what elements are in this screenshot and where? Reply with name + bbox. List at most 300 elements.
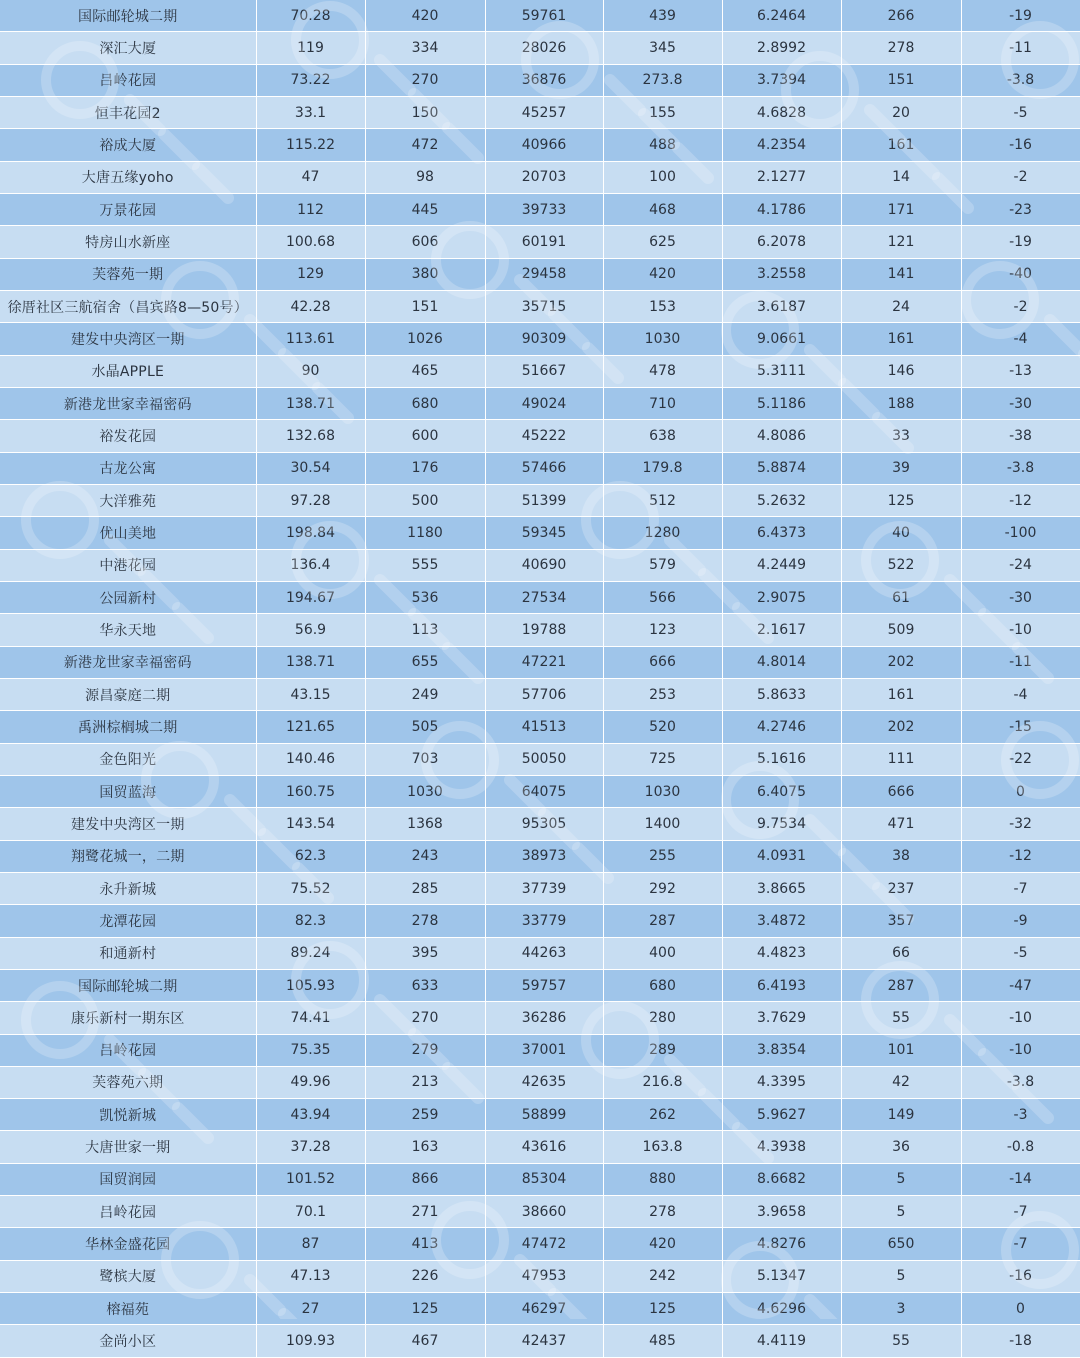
cell-col-3: 420 [365, 0, 485, 32]
cell-col-7: 121 [841, 226, 961, 258]
cell-col-3: 467 [365, 1325, 485, 1357]
cell-col-3: 98 [365, 161, 485, 193]
cell-col-6: 6.4075 [722, 775, 841, 807]
cell-col-3: 259 [365, 1099, 485, 1131]
cell-col-8: -19 [961, 226, 1080, 258]
table-row [0, 581, 1080, 613]
cell-col-3: 680 [365, 387, 485, 419]
cell-col-2: 73.22 [256, 64, 365, 96]
cell-col-8: 0 [961, 1293, 1080, 1325]
cell-col-5: 278 [603, 1196, 722, 1228]
cell-col-7: 266 [841, 0, 961, 32]
cell-col-7: 38 [841, 840, 961, 872]
cell-col-5: 179.8 [603, 452, 722, 484]
cell-name: 新港龙世家幸福密码 [0, 387, 256, 419]
cell-col-3: 1030 [365, 775, 485, 807]
cell-col-4: 41513 [485, 711, 603, 743]
cell-col-6: 4.3938 [722, 1131, 841, 1163]
cell-col-8: -11 [961, 32, 1080, 64]
cell-col-8: -10 [961, 1034, 1080, 1066]
cell-col-8: -13 [961, 355, 1080, 387]
table-row [0, 1066, 1080, 1098]
cell-col-5: 163.8 [603, 1131, 722, 1163]
table-row [0, 1196, 1080, 1228]
cell-col-2: 70.1 [256, 1196, 365, 1228]
table-row [0, 290, 1080, 322]
cell-col-5: 155 [603, 96, 722, 128]
cell-col-4: 45222 [485, 420, 603, 452]
cell-col-4: 57706 [485, 678, 603, 710]
cell-name: 水晶APPLE [0, 355, 256, 387]
cell-col-3: 555 [365, 549, 485, 581]
cell-col-7: 161 [841, 129, 961, 161]
cell-col-3: 655 [365, 646, 485, 678]
cell-col-3: 271 [365, 1196, 485, 1228]
cell-col-6: 5.9627 [722, 1099, 841, 1131]
cell-col-4: 49024 [485, 387, 603, 419]
table-row [0, 0, 1080, 32]
cell-col-4: 33779 [485, 905, 603, 937]
cell-name: 吕岭花园 [0, 1034, 256, 1066]
cell-col-3: 150 [365, 96, 485, 128]
cell-col-8: -3.8 [961, 64, 1080, 96]
cell-col-5: 253 [603, 678, 722, 710]
cell-col-3: 536 [365, 581, 485, 613]
cell-col-6: 9.7534 [722, 808, 841, 840]
cell-col-8: -47 [961, 969, 1080, 1001]
cell-col-2: 75.35 [256, 1034, 365, 1066]
cell-col-6: 2.1277 [722, 161, 841, 193]
cell-col-8: -11 [961, 646, 1080, 678]
cell-col-7: 42 [841, 1066, 961, 1098]
table-row [0, 64, 1080, 96]
cell-col-5: 100 [603, 161, 722, 193]
cell-name: 恒丰花园2 [0, 96, 256, 128]
cell-col-6: 5.2632 [722, 484, 841, 516]
cell-col-3: 278 [365, 905, 485, 937]
cell-name: 优山美地 [0, 517, 256, 549]
cell-col-8: -4 [961, 678, 1080, 710]
cell-col-5: 725 [603, 743, 722, 775]
cell-col-7: 33 [841, 420, 961, 452]
cell-col-4: 46297 [485, 1293, 603, 1325]
cell-col-3: 465 [365, 355, 485, 387]
table-row [0, 646, 1080, 678]
cell-col-2: 37.28 [256, 1131, 365, 1163]
cell-col-5: 123 [603, 614, 722, 646]
cell-name: 鹭槟大厦 [0, 1260, 256, 1292]
cell-name: 华林金盛花园 [0, 1228, 256, 1260]
cell-col-2: 160.75 [256, 775, 365, 807]
cell-name: 金尚小区 [0, 1325, 256, 1357]
cell-col-8: 0 [961, 775, 1080, 807]
cell-col-8: -16 [961, 129, 1080, 161]
cell-col-8: -3.8 [961, 1066, 1080, 1098]
cell-col-4: 85304 [485, 1163, 603, 1195]
cell-col-3: 505 [365, 711, 485, 743]
cell-col-5: 262 [603, 1099, 722, 1131]
cell-col-2: 43.94 [256, 1099, 365, 1131]
cell-col-6: 5.1347 [722, 1260, 841, 1292]
cell-col-4: 42635 [485, 1066, 603, 1098]
cell-name: 榕福苑 [0, 1293, 256, 1325]
cell-name: 华永天地 [0, 614, 256, 646]
cell-col-7: 24 [841, 290, 961, 322]
cell-col-6: 3.9658 [722, 1196, 841, 1228]
cell-col-3: 703 [365, 743, 485, 775]
cell-col-6: 6.4373 [722, 517, 841, 549]
cell-col-6: 3.6187 [722, 290, 841, 322]
cell-col-5: 625 [603, 226, 722, 258]
table-row [0, 775, 1080, 807]
cell-col-7: 357 [841, 905, 961, 937]
cell-name: 翔鹭花城一，二期 [0, 840, 256, 872]
table-row [0, 96, 1080, 128]
cell-col-7: 141 [841, 258, 961, 290]
cell-col-2: 47 [256, 161, 365, 193]
cell-col-5: 566 [603, 581, 722, 613]
cell-col-7: 5 [841, 1260, 961, 1292]
table-row [0, 1325, 1080, 1357]
cell-col-3: 163 [365, 1131, 485, 1163]
cell-col-6: 2.1617 [722, 614, 841, 646]
cell-col-8: -0.8 [961, 1131, 1080, 1163]
cell-col-7: 151 [841, 64, 961, 96]
cell-col-6: 2.8992 [722, 32, 841, 64]
cell-col-8: -30 [961, 581, 1080, 613]
cell-name: 禹洲棕榈城二期 [0, 711, 256, 743]
cell-col-6: 4.8086 [722, 420, 841, 452]
cell-col-6: 3.7629 [722, 1002, 841, 1034]
cell-col-4: 39733 [485, 193, 603, 225]
cell-col-5: 400 [603, 937, 722, 969]
cell-name: 芙蓉苑一期 [0, 258, 256, 290]
cell-col-3: 1180 [365, 517, 485, 549]
cell-col-3: 113 [365, 614, 485, 646]
cell-col-2: 119 [256, 32, 365, 64]
cell-col-8: -30 [961, 387, 1080, 419]
cell-col-6: 4.2354 [722, 129, 841, 161]
cell-col-2: 97.28 [256, 484, 365, 516]
cell-col-8: -10 [961, 1002, 1080, 1034]
cell-name: 源昌豪庭二期 [0, 678, 256, 710]
cell-col-4: 64075 [485, 775, 603, 807]
cell-col-8: -12 [961, 484, 1080, 516]
cell-col-4: 57466 [485, 452, 603, 484]
cell-col-7: 3 [841, 1293, 961, 1325]
cell-col-5: 579 [603, 549, 722, 581]
cell-col-5: 255 [603, 840, 722, 872]
table-row [0, 808, 1080, 840]
table-row [0, 32, 1080, 64]
cell-name: 芙蓉苑六期 [0, 1066, 256, 1098]
cell-col-7: 666 [841, 775, 961, 807]
cell-col-3: 279 [365, 1034, 485, 1066]
cell-col-3: 380 [365, 258, 485, 290]
cell-col-3: 395 [365, 937, 485, 969]
cell-col-2: 87 [256, 1228, 365, 1260]
cell-col-3: 413 [365, 1228, 485, 1260]
cell-col-7: 188 [841, 387, 961, 419]
cell-col-2: 113.61 [256, 323, 365, 355]
cell-col-6: 4.8276 [722, 1228, 841, 1260]
cell-col-8: -4 [961, 323, 1080, 355]
cell-col-5: 287 [603, 905, 722, 937]
table-row [0, 484, 1080, 516]
table-row [0, 1228, 1080, 1260]
table-row [0, 258, 1080, 290]
cell-col-2: 30.54 [256, 452, 365, 484]
cell-col-2: 115.22 [256, 129, 365, 161]
cell-col-3: 866 [365, 1163, 485, 1195]
table-row [0, 1260, 1080, 1292]
table-row [0, 1293, 1080, 1325]
cell-name: 国贸蓝海 [0, 775, 256, 807]
cell-name: 万景花园 [0, 193, 256, 225]
cell-col-4: 90309 [485, 323, 603, 355]
cell-col-6: 3.8354 [722, 1034, 841, 1066]
table-row [0, 452, 1080, 484]
cell-name: 公园新村 [0, 581, 256, 613]
table-row [0, 1163, 1080, 1195]
cell-col-2: 140.46 [256, 743, 365, 775]
cell-col-7: 101 [841, 1034, 961, 1066]
cell-col-5: 345 [603, 32, 722, 64]
cell-col-3: 445 [365, 193, 485, 225]
table-row [0, 355, 1080, 387]
cell-col-4: 47953 [485, 1260, 603, 1292]
cell-col-5: 1030 [603, 775, 722, 807]
cell-col-7: 5 [841, 1163, 961, 1195]
cell-col-2: 138.71 [256, 646, 365, 678]
cell-col-6: 4.1786 [722, 193, 841, 225]
cell-col-6: 5.1186 [722, 387, 841, 419]
table-row [0, 323, 1080, 355]
table-row [0, 711, 1080, 743]
cell-col-4: 95305 [485, 808, 603, 840]
cell-col-2: 109.93 [256, 1325, 365, 1357]
cell-col-7: 149 [841, 1099, 961, 1131]
cell-col-4: 44263 [485, 937, 603, 969]
cell-col-7: 40 [841, 517, 961, 549]
cell-name: 特房山水新座 [0, 226, 256, 258]
cell-name: 金色阳光 [0, 743, 256, 775]
cell-col-8: -19 [961, 0, 1080, 32]
cell-col-4: 37739 [485, 872, 603, 904]
cell-col-7: 161 [841, 323, 961, 355]
cell-col-7: 161 [841, 678, 961, 710]
cell-col-2: 129 [256, 258, 365, 290]
cell-col-5: 420 [603, 1228, 722, 1260]
cell-col-2: 89.24 [256, 937, 365, 969]
cell-col-3: 243 [365, 840, 485, 872]
table-row [0, 969, 1080, 1001]
cell-col-7: 287 [841, 969, 961, 1001]
cell-col-6: 2.9075 [722, 581, 841, 613]
table-row [0, 1131, 1080, 1163]
cell-col-4: 45257 [485, 96, 603, 128]
cell-col-2: 100.68 [256, 226, 365, 258]
table-row [0, 1034, 1080, 1066]
cell-col-6: 4.0931 [722, 840, 841, 872]
cell-col-5: 125 [603, 1293, 722, 1325]
cell-col-5: 710 [603, 387, 722, 419]
cell-col-7: 55 [841, 1002, 961, 1034]
cell-col-6: 6.2078 [722, 226, 841, 258]
cell-col-7: 39 [841, 452, 961, 484]
cell-col-5: 478 [603, 355, 722, 387]
cell-col-6: 4.6828 [722, 96, 841, 128]
cell-name: 吕岭花园 [0, 1196, 256, 1228]
cell-col-2: 194.67 [256, 581, 365, 613]
cell-name: 建发中央湾区一期 [0, 323, 256, 355]
cell-col-7: 146 [841, 355, 961, 387]
cell-col-7: 5 [841, 1196, 961, 1228]
cell-col-2: 90 [256, 355, 365, 387]
cell-col-5: 666 [603, 646, 722, 678]
table-row [0, 387, 1080, 419]
cell-col-4: 19788 [485, 614, 603, 646]
cell-col-8: -7 [961, 1196, 1080, 1228]
cell-col-7: 14 [841, 161, 961, 193]
cell-col-3: 213 [365, 1066, 485, 1098]
cell-col-4: 59345 [485, 517, 603, 549]
cell-name: 国际邮轮城二期 [0, 0, 256, 32]
cell-col-5: 512 [603, 484, 722, 516]
cell-col-4: 51399 [485, 484, 603, 516]
cell-col-4: 20703 [485, 161, 603, 193]
cell-col-4: 40690 [485, 549, 603, 581]
cell-col-3: 1026 [365, 323, 485, 355]
cell-col-4: 59761 [485, 0, 603, 32]
cell-col-2: 105.93 [256, 969, 365, 1001]
cell-col-2: 101.52 [256, 1163, 365, 1195]
cell-col-6: 5.3111 [722, 355, 841, 387]
table-row [0, 226, 1080, 258]
cell-col-6: 5.8633 [722, 678, 841, 710]
cell-col-5: 485 [603, 1325, 722, 1357]
cell-col-6: 4.3395 [722, 1066, 841, 1098]
cell-col-3: 270 [365, 1002, 485, 1034]
cell-col-7: 111 [841, 743, 961, 775]
cell-col-8: -18 [961, 1325, 1080, 1357]
cell-col-8: -100 [961, 517, 1080, 549]
cell-col-7: 125 [841, 484, 961, 516]
cell-col-5: 242 [603, 1260, 722, 1292]
cell-col-7: 61 [841, 581, 961, 613]
cell-col-5: 153 [603, 290, 722, 322]
cell-col-4: 38660 [485, 1196, 603, 1228]
table-row [0, 549, 1080, 581]
cell-col-7: 202 [841, 711, 961, 743]
cell-col-6: 6.4193 [722, 969, 841, 1001]
cell-col-8: -9 [961, 905, 1080, 937]
cell-col-2: 62.3 [256, 840, 365, 872]
cell-col-5: 273.8 [603, 64, 722, 96]
table-row [0, 872, 1080, 904]
cell-col-2: 33.1 [256, 96, 365, 128]
cell-name: 新港龙世家幸福密码 [0, 646, 256, 678]
cell-col-7: 36 [841, 1131, 961, 1163]
cell-col-6: 3.2558 [722, 258, 841, 290]
cell-col-4: 50050 [485, 743, 603, 775]
cell-col-2: 138.71 [256, 387, 365, 419]
cell-col-3: 176 [365, 452, 485, 484]
cell-col-2: 43.15 [256, 678, 365, 710]
table-row [0, 937, 1080, 969]
cell-col-5: 638 [603, 420, 722, 452]
cell-name: 龙潭花园 [0, 905, 256, 937]
cell-col-7: 471 [841, 808, 961, 840]
cell-col-8: -2 [961, 290, 1080, 322]
cell-col-5: 439 [603, 0, 722, 32]
cell-col-7: 202 [841, 646, 961, 678]
cell-col-2: 47.13 [256, 1260, 365, 1292]
cell-col-6: 9.0661 [722, 323, 841, 355]
cell-col-4: 35715 [485, 290, 603, 322]
cell-col-8: -23 [961, 193, 1080, 225]
cell-col-4: 47221 [485, 646, 603, 678]
cell-col-4: 47472 [485, 1228, 603, 1260]
cell-col-8: -24 [961, 549, 1080, 581]
cell-col-5: 289 [603, 1034, 722, 1066]
cell-name: 深汇大厦 [0, 32, 256, 64]
cell-col-6: 4.2746 [722, 711, 841, 743]
cell-col-5: 216.8 [603, 1066, 722, 1098]
cell-name: 大唐世家一期 [0, 1131, 256, 1163]
cell-col-3: 285 [365, 872, 485, 904]
cell-col-5: 520 [603, 711, 722, 743]
cell-col-6: 3.8665 [722, 872, 841, 904]
cell-col-8: -38 [961, 420, 1080, 452]
cell-col-8: -22 [961, 743, 1080, 775]
cell-col-4: 59757 [485, 969, 603, 1001]
cell-col-3: 151 [365, 290, 485, 322]
cell-col-8: -32 [961, 808, 1080, 840]
cell-col-4: 27534 [485, 581, 603, 613]
cell-col-3: 606 [365, 226, 485, 258]
cell-name: 国贸润园 [0, 1163, 256, 1195]
cell-col-2: 198.84 [256, 517, 365, 549]
cell-col-3: 270 [365, 64, 485, 96]
cell-col-3: 1368 [365, 808, 485, 840]
cell-col-8: -7 [961, 1228, 1080, 1260]
cell-name: 中港花园 [0, 549, 256, 581]
cell-col-4: 40966 [485, 129, 603, 161]
cell-col-2: 82.3 [256, 905, 365, 937]
cell-col-4: 36286 [485, 1002, 603, 1034]
cell-col-8: -3.8 [961, 452, 1080, 484]
cell-col-8: -14 [961, 1163, 1080, 1195]
cell-col-7: 650 [841, 1228, 961, 1260]
cell-col-4: 29458 [485, 258, 603, 290]
cell-name: 建发中央湾区一期 [0, 808, 256, 840]
cell-col-5: 1400 [603, 808, 722, 840]
cell-col-6: 4.8014 [722, 646, 841, 678]
cell-col-8: -3 [961, 1099, 1080, 1131]
cell-col-4: 36876 [485, 64, 603, 96]
cell-col-2: 136.4 [256, 549, 365, 581]
cell-col-6: 3.4872 [722, 905, 841, 937]
cell-col-5: 488 [603, 129, 722, 161]
cell-col-8: -40 [961, 258, 1080, 290]
cell-col-7: 55 [841, 1325, 961, 1357]
cell-col-3: 249 [365, 678, 485, 710]
cell-col-4: 60191 [485, 226, 603, 258]
cell-col-2: 70.28 [256, 0, 365, 32]
cell-name: 永升新城 [0, 872, 256, 904]
cell-name: 徐厝社区三航宿舍（昌宾路8—50号） [0, 290, 256, 322]
